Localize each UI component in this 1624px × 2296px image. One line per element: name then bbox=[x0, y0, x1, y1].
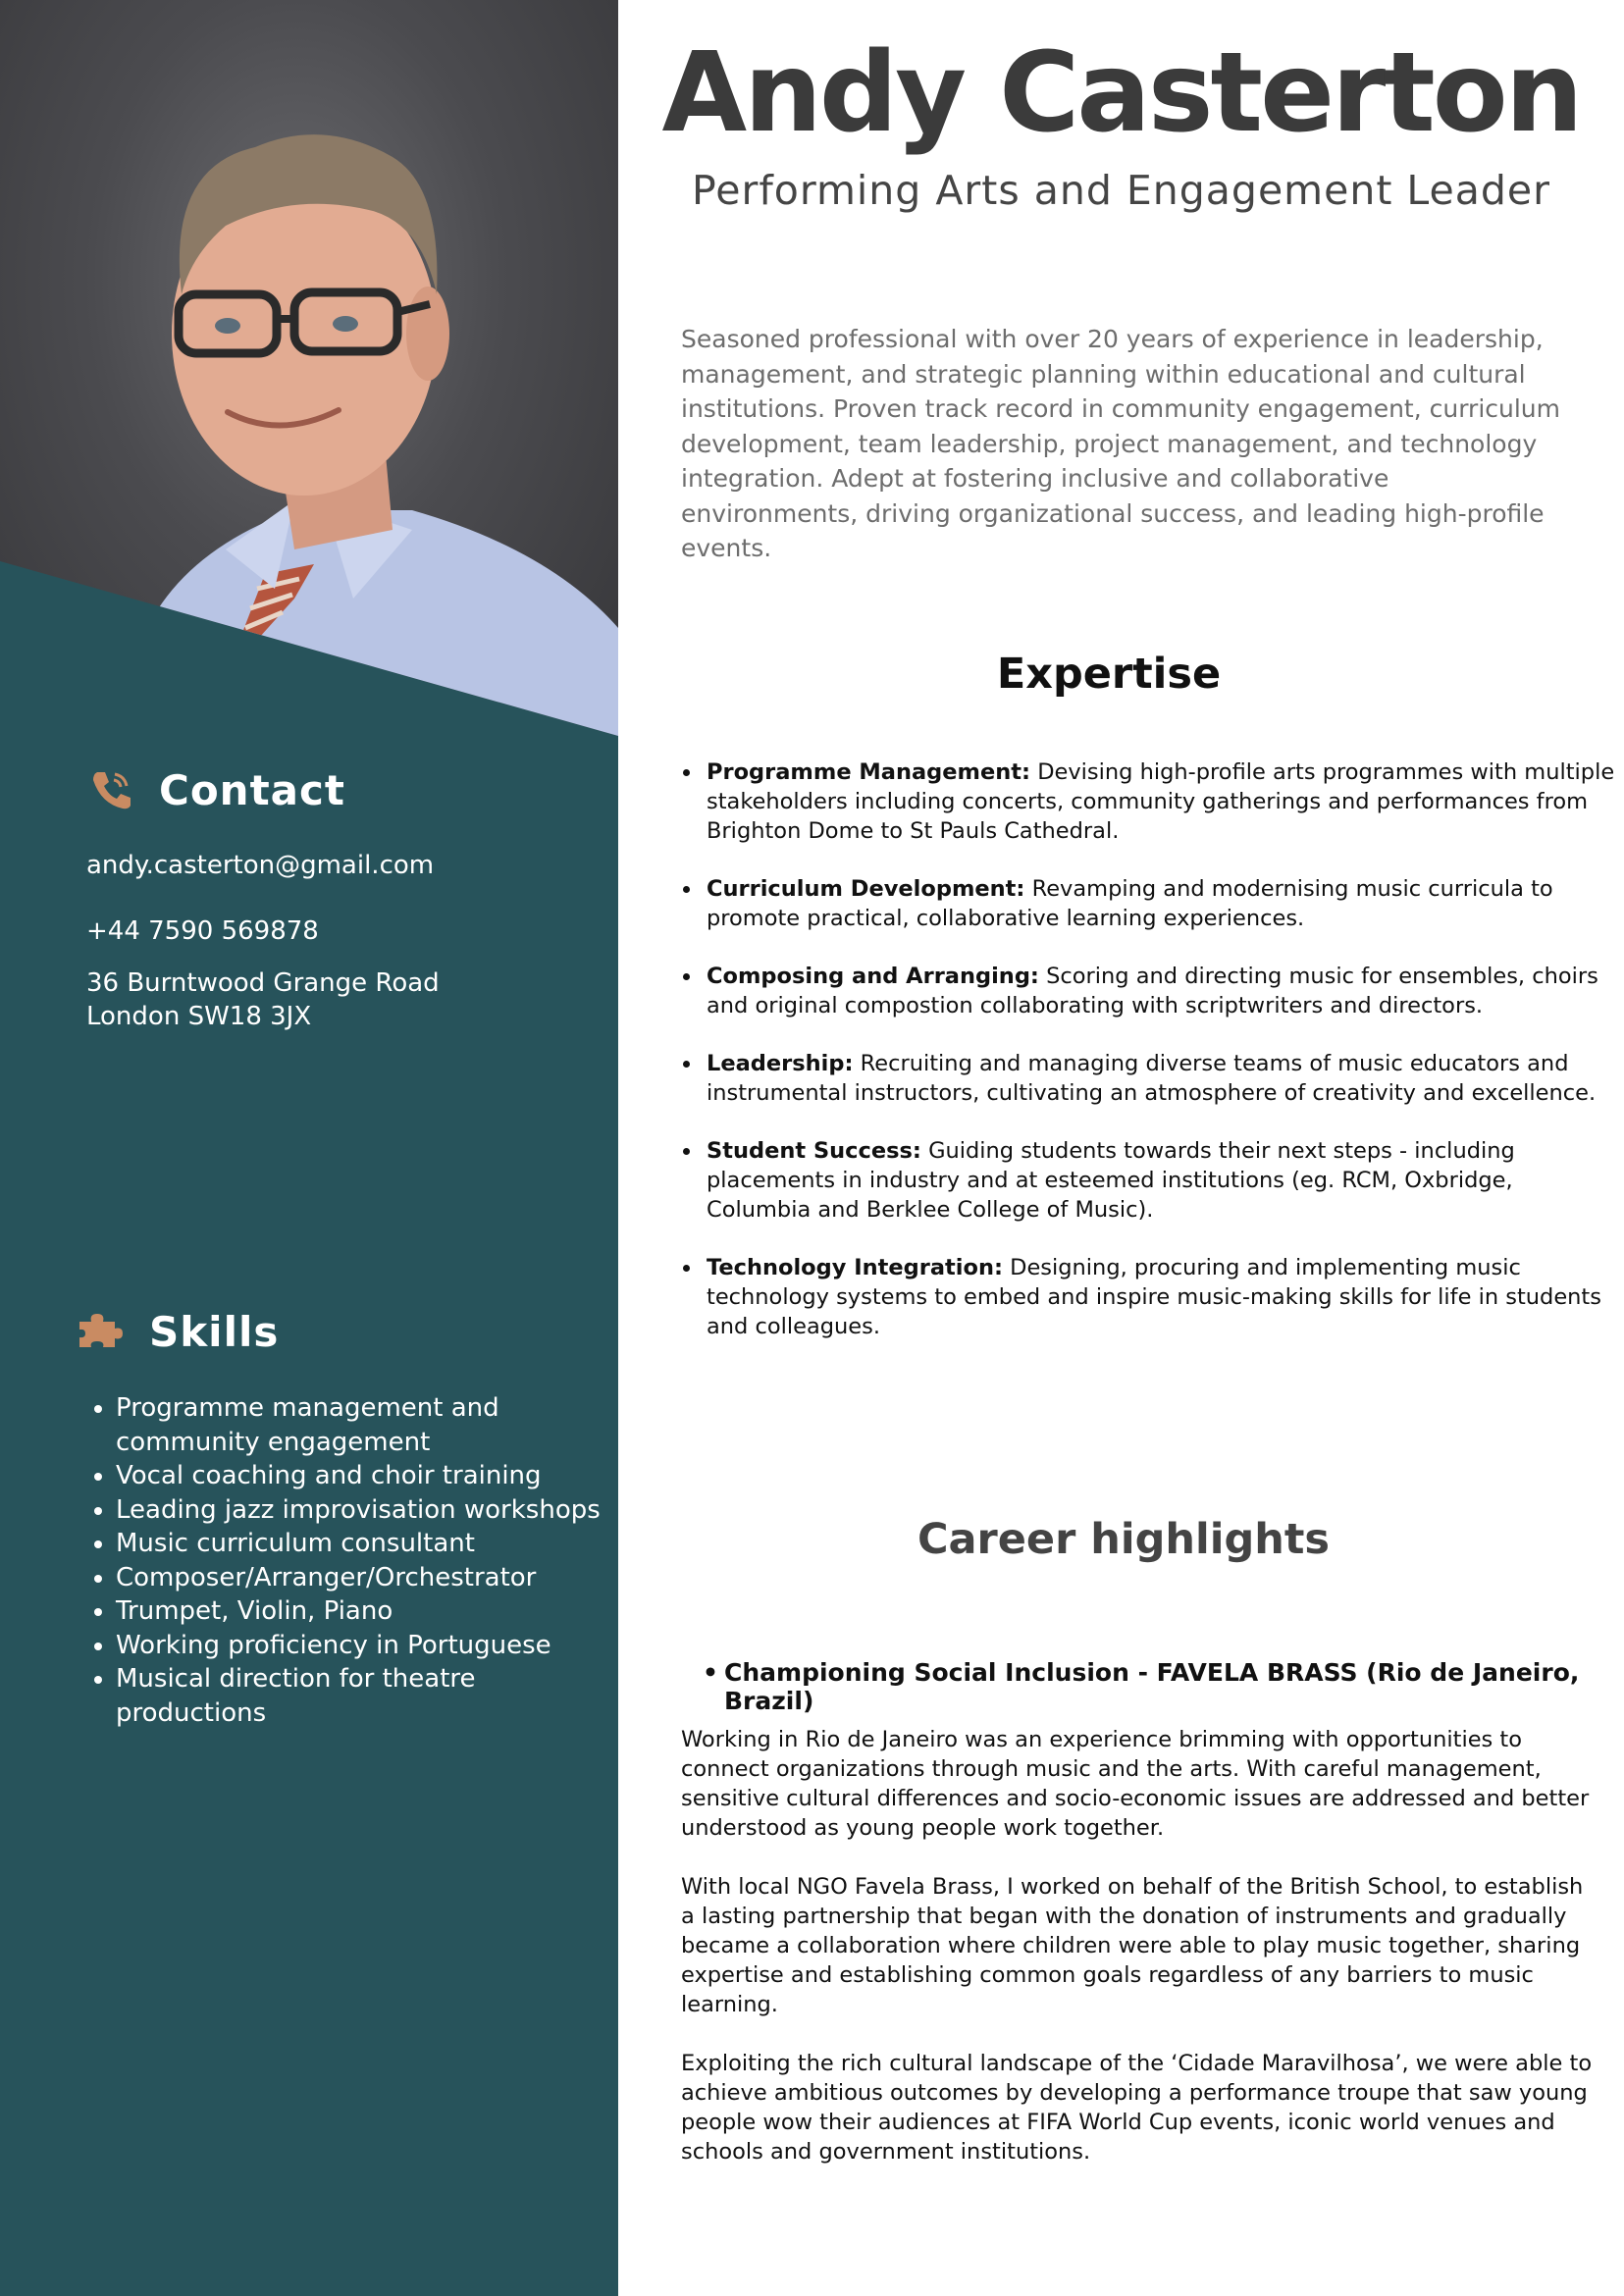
expertise-term: Composing and Arranging: bbox=[707, 964, 1039, 989]
expertise-text: Recruiting and managing diverse teams of music educators and instrumental instructors, cultivating an atmosphere of creativity and excellence. bbox=[707, 1051, 1597, 1106]
career-paragraph: With local NGO Favela Brass, I worked on behalf of the British School, to establish a lasting partnership that began with the donation of instruments and gradually became a collaboration where children were able to play music together, sharing expertise and establishing common goals regardless of any barriers to music learning. bbox=[681, 1874, 1584, 2017]
puzzle-icon bbox=[77, 1307, 126, 1356]
skill-item: • Musical direction for theatre productions bbox=[116, 1662, 616, 1730]
skill-item: • Music curriculum consultant bbox=[116, 1527, 616, 1561]
contact-heading bbox=[86, 765, 345, 814]
expertise-text: Guiding students towards their next steps - including placements in industry and at esteemed institutions (eg. RCM, Oxbridge, Columbia and Berklee College of Music). bbox=[707, 1138, 1515, 1223]
skills-heading bbox=[77, 1307, 279, 1356]
skill-item: • Programme management and community engagement bbox=[116, 1391, 616, 1459]
skill-item: • Vocal coaching and choir training bbox=[116, 1459, 616, 1493]
contact-heading-label: Contact bbox=[159, 765, 345, 814]
skill-item: • Leading jazz improvisation workshops bbox=[116, 1493, 616, 1528]
expertise-text: Devising high-profile arts programmes with multiple stakeholders including concerts, community gatherings and performances from Brighton Dome to St Pauls Cathedral. bbox=[707, 759, 1615, 844]
expertise-list bbox=[681, 757, 1615, 1370]
expertise-item bbox=[703, 874, 1615, 933]
expertise-term: Student Success: bbox=[707, 1138, 921, 1164]
contact-address-line1: 36 Burntwood Grange Road bbox=[86, 968, 440, 998]
profile-photo bbox=[0, 0, 618, 736]
expertise-item bbox=[703, 1136, 1615, 1225]
skill-item: • Composer/Arranger/Orchestrator bbox=[116, 1561, 616, 1595]
career-highlight-title: • Championing Social Inclusion - FAVELA BRASS (Rio de Janeiro, Brazil) bbox=[724, 1658, 1607, 1715]
skills-list bbox=[86, 1391, 616, 1730]
phone-icon bbox=[86, 765, 135, 814]
expertise-term: Programme Management: bbox=[707, 759, 1031, 785]
skills-heading-label: Skills bbox=[149, 1307, 280, 1356]
expertise-term: Technology Integration: bbox=[707, 1255, 1003, 1280]
career-heading: Career highlights bbox=[917, 1515, 1331, 1564]
contact-address-line2: London SW18 3JX bbox=[86, 1002, 312, 1031]
contact-email[interactable]: andy.casterton@gmail.com bbox=[86, 851, 435, 880]
expertise-text: Designing, procuring and implementing music technology systems to embed and inspire music-making skills for life in students and colleagues. bbox=[707, 1255, 1601, 1339]
candidate-title: Performing Arts and Engagement Leader bbox=[691, 167, 1551, 214]
skill-item: • Trumpet, Violin, Piano bbox=[116, 1594, 616, 1629]
contact-phone[interactable]: +44 7590 569878 bbox=[86, 916, 319, 946]
expertise-term: Leadership: bbox=[707, 1051, 854, 1076]
expertise-item bbox=[703, 757, 1615, 846]
career-paragraph: Exploiting the rich cultural landscape of the ‘Cidade Maravilhosa’, we were able to achieve ambitious outcomes by developing a performance troupe that saw young people wow their audiences at FIFA World Cup events, iconic world venues and schools and government institutions. bbox=[681, 2051, 1593, 2165]
expertise-item bbox=[703, 1049, 1615, 1108]
expertise-text: Revamping and modernising music curricula to promote practical, collaborative learning experiences. bbox=[707, 876, 1553, 931]
expertise-term: Curriculum Development: bbox=[707, 876, 1025, 902]
expertise-text: Scoring and directing music for ensembles, choirs and original compostion collaborating with scriptwriters and directors. bbox=[707, 964, 1598, 1018]
candidate-name: Andy Casterton bbox=[661, 29, 1581, 157]
profile-summary: Seasoned professional with over 20 years of experience in leadership, management, and strategic planning within educational and cultural institutions. Proven track record in community engagement, curriculum development, team leadership, project management, and technology integration. Adept at fostering inclusive and collaborative environments, driving organizational success, and leading high-profile events. bbox=[681, 325, 1561, 562]
portrait-illustration bbox=[0, 0, 618, 736]
expertise-item bbox=[703, 1253, 1615, 1341]
expertise-item bbox=[703, 962, 1615, 1020]
skill-item: • Working proficiency in Portuguese bbox=[116, 1629, 616, 1663]
expertise-heading: Expertise bbox=[996, 650, 1222, 699]
sidebar bbox=[0, 0, 618, 2296]
career-paragraph: Working in Rio de Janeiro was an experience brimming with opportunities to connect organizations through music and the arts. With careful management, sensitive cultural differences and socio-economic issues are addressed and better understood as young people work together. bbox=[681, 1727, 1590, 1841]
